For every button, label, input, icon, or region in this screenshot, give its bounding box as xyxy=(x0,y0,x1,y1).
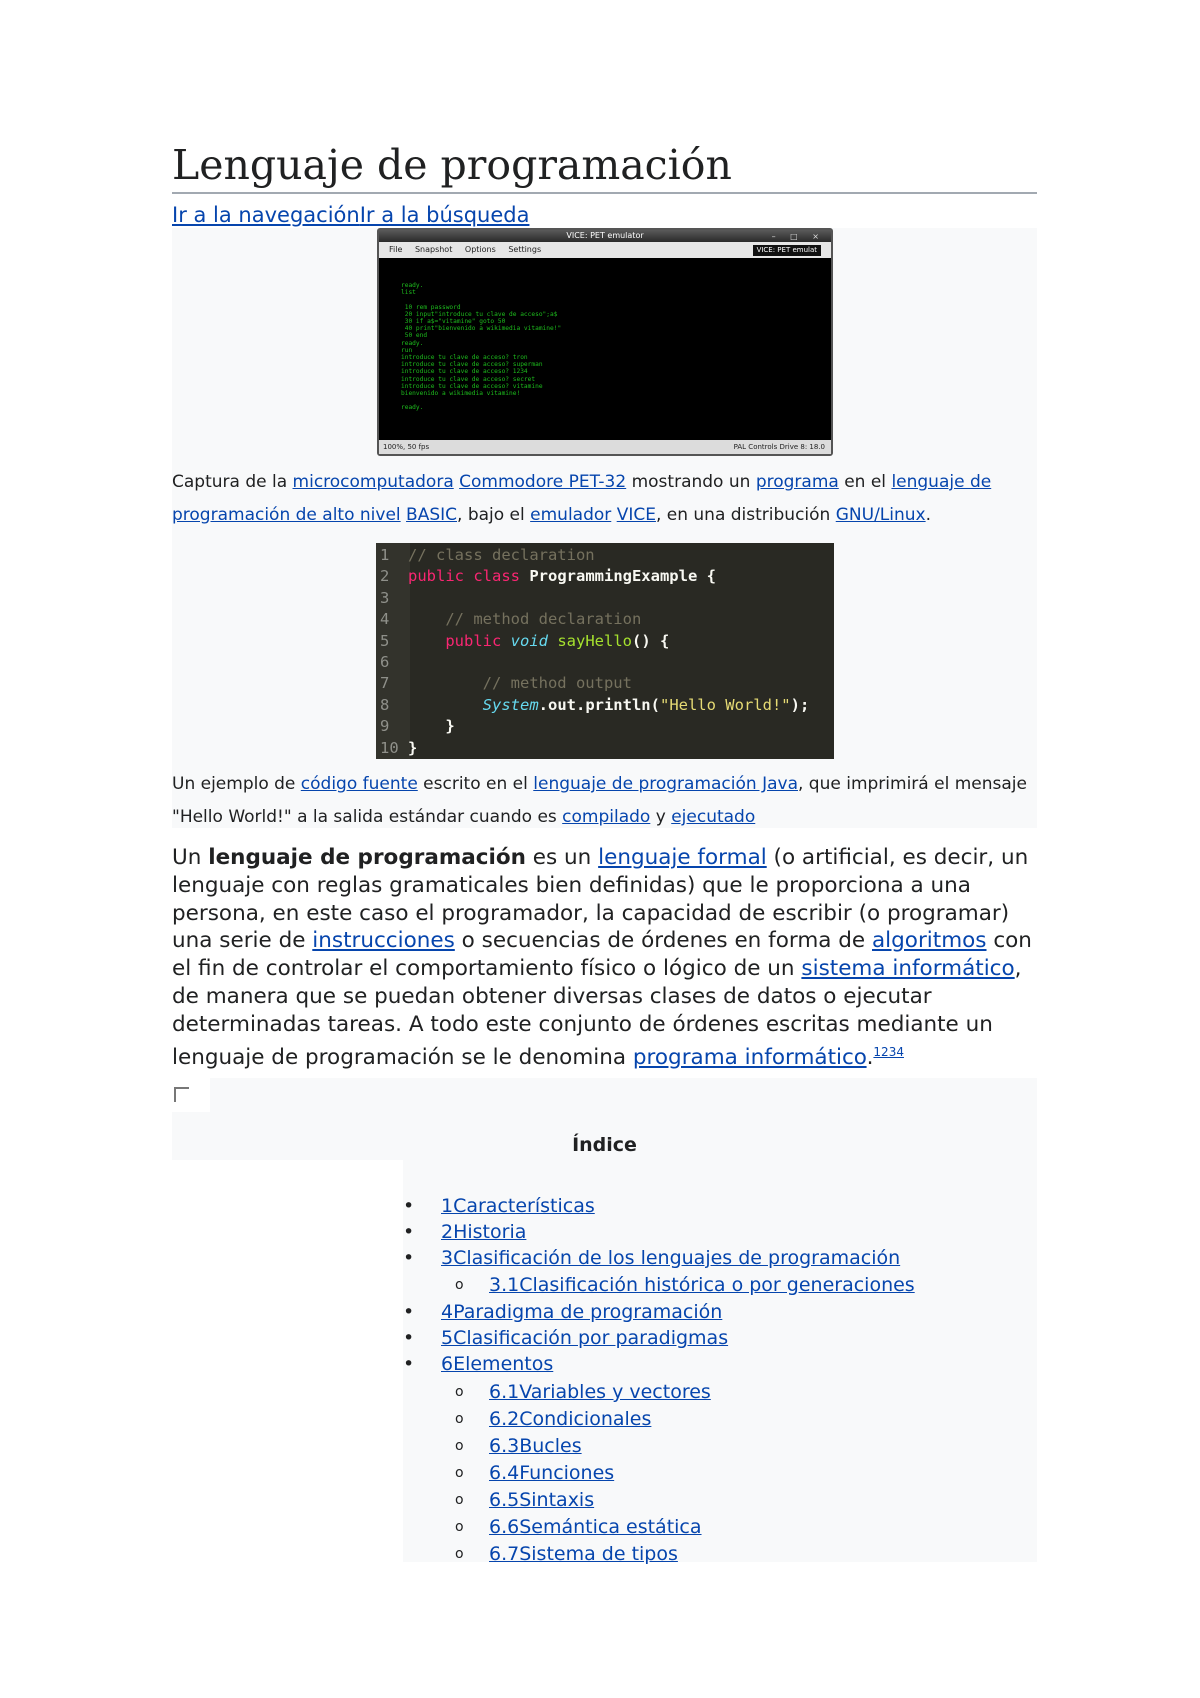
bullet-icon: • xyxy=(403,1301,415,1323)
emulator-screen-line: 30 if a$="vitamine" goto 50 xyxy=(401,318,506,326)
emulator-screen-line xyxy=(401,397,831,404)
code-text: } xyxy=(408,738,418,757)
code-line xyxy=(376,652,408,672)
toc-item[interactable] xyxy=(403,1246,901,1270)
code-keyword: public xyxy=(408,631,511,650)
emulator-menu-file: File xyxy=(389,245,403,254)
toc-link[interactable]: 6.3Bucles xyxy=(489,1435,582,1457)
toc-item[interactable] xyxy=(455,1407,652,1431)
emulator-screen-line: 20 input"introduce tu clave de acceso";a$ xyxy=(401,310,558,318)
caption-text: escrito en el xyxy=(417,774,534,794)
caption-text: , en una distribución xyxy=(655,505,836,525)
toc-item[interactable] xyxy=(455,1380,711,1404)
link-microcomputadora[interactable]: microcomputadora xyxy=(292,472,454,492)
toc-item[interactable] xyxy=(455,1434,582,1458)
circle-bullet-icon: o xyxy=(455,1277,464,1293)
code-identifier: ProgrammingExample { xyxy=(529,567,716,586)
java-code-image xyxy=(376,543,834,759)
emulator-screen-line: introduce tu clave de acceso? tron xyxy=(401,354,528,362)
paragraph-text: , de manera que se puedan obtener diversas clases de datos o ejecutar determinadas tareas. A todo este conjunto de órdenes escritas mediante un lenguaje de programación se le denomina xyxy=(172,956,1022,1070)
code-line xyxy=(376,673,632,693)
emulator-menu-snapshot: Snapshot xyxy=(414,245,453,254)
emulator-screen-line: ready. xyxy=(401,282,424,289)
code-comment: // method declaration xyxy=(408,610,642,629)
emulator-screen-line xyxy=(401,296,831,303)
window-control-icons: – □ × xyxy=(771,232,825,241)
emulator-screen-line: 40 print"bienvenido a wikimedia vitamine!" xyxy=(401,325,562,333)
link-commodore-pet[interactable]: Commodore PET-32 xyxy=(459,472,627,492)
toc-margin xyxy=(172,1160,403,1562)
intro-paragraph xyxy=(172,844,1037,1072)
emulator-statusbar xyxy=(379,440,831,454)
toc-link[interactable]: 3.1Clasificación histórica o por generaciones xyxy=(489,1274,915,1296)
page-title: Lenguaje de programación xyxy=(172,138,1037,194)
emulator-status-right: PAL Controls Drive 8: 18.0 xyxy=(733,443,825,451)
emulator-screen-line: introduce tu clave de acceso? superman xyxy=(401,361,543,369)
paragraph-text: (o artificial, es decir, un lenguaje con reglas gramaticales bien definidas) que le proporciona a una persona, en este caso el programador, la capacidad de escribir (o programar) una serie de xyxy=(172,845,1029,954)
bullet-icon: • xyxy=(403,1327,415,1349)
emulator-menubar xyxy=(379,242,831,258)
emulator-menu-options: Options xyxy=(464,245,496,254)
circle-bullet-icon: o xyxy=(455,1519,464,1535)
reference-links[interactable]: 1234 xyxy=(873,1044,904,1059)
toc-link[interactable]: 6.5Sintaxis xyxy=(489,1489,595,1511)
link-emulador[interactable]: emulador xyxy=(530,505,612,525)
toc-item[interactable] xyxy=(455,1273,915,1297)
toc-item[interactable] xyxy=(455,1461,615,1485)
code-text: ); xyxy=(790,695,810,714)
paragraph-text: Un xyxy=(172,845,209,870)
emulator-screen-line: bienvenido a wikimedia vitamine! xyxy=(401,390,521,398)
code-line-number: 7 xyxy=(380,674,390,693)
code-type: System xyxy=(408,695,539,714)
code-type: void xyxy=(510,631,558,650)
emulator-screen-line: 10 rem password xyxy=(401,303,461,311)
figure-caption xyxy=(172,466,1032,532)
circle-bullet-icon: o xyxy=(455,1546,464,1562)
link-lenguaje-alto-nivel[interactable]: lenguaje de programación de alto nivel xyxy=(172,472,992,525)
link-compilado[interactable]: compilado xyxy=(562,807,651,827)
code-line xyxy=(376,738,417,758)
code-string: "Hello World!" xyxy=(659,695,791,714)
toc-item[interactable] xyxy=(403,1326,729,1350)
toc-link[interactable]: 6.1Variables y vectores xyxy=(489,1381,711,1403)
code-comment: // class declaration xyxy=(408,546,595,564)
toc-item[interactable] xyxy=(455,1488,595,1512)
code-line xyxy=(376,631,669,651)
code-line xyxy=(376,695,809,715)
toc-link[interactable]: 2Historia xyxy=(441,1221,527,1243)
emulator-screen-line: 50 end xyxy=(401,332,428,340)
figure-caption xyxy=(172,768,1032,834)
code-line-number: 4 xyxy=(380,610,390,629)
toc-item[interactable] xyxy=(455,1542,678,1566)
bullet-icon: • xyxy=(403,1195,415,1217)
code-line-number: 8 xyxy=(380,695,390,714)
link-programa-informatico[interactable]: programa informático xyxy=(632,1044,867,1070)
emulator-window-title: VICE: PET emulator xyxy=(566,231,644,240)
toc-link[interactable]: 5Clasificación por paradigmas xyxy=(441,1327,729,1349)
caption-text: Captura de la xyxy=(172,472,293,492)
emulator-screenshot-image xyxy=(377,228,833,456)
code-line-number: 1 xyxy=(380,546,390,564)
code-line-number: 10 xyxy=(380,738,399,757)
code-text: .out.println( xyxy=(538,695,660,714)
toc-link[interactable]: 1Características xyxy=(441,1195,595,1217)
code-line xyxy=(376,566,716,586)
toc-item[interactable] xyxy=(403,1352,554,1376)
caption-text: mostrando un xyxy=(626,472,756,492)
emulator-window-titlebar xyxy=(379,230,831,242)
link-vice[interactable]: VICE xyxy=(616,505,656,525)
link-sistema-informatico[interactable]: sistema informático xyxy=(801,956,1015,982)
toc-link[interactable]: 6.6Semántica estática xyxy=(489,1516,702,1538)
link-instrucciones[interactable]: instrucciones xyxy=(312,928,455,954)
link-algoritmos[interactable]: algoritmos xyxy=(872,928,987,954)
toc-item[interactable] xyxy=(403,1300,723,1324)
bullet-icon: • xyxy=(403,1247,415,1269)
circle-bullet-icon: o xyxy=(455,1411,464,1427)
caption-text: Un ejemplo de xyxy=(172,774,301,794)
toc-link[interactable]: 3Clasificación de los lenguajes de programación xyxy=(441,1247,901,1269)
code-function: sayHello xyxy=(557,631,632,650)
link-gnu-linux[interactable]: GNU/Linux xyxy=(835,505,926,525)
circle-bullet-icon: o xyxy=(455,1465,464,1481)
code-line-number: 3 xyxy=(380,588,390,607)
jump-to-search-link[interactable]: Ir a la búsqueda xyxy=(359,203,530,227)
link-lenguaje-formal[interactable]: lenguaje formal xyxy=(598,845,767,870)
emulator-screen-line: introduce tu clave de acceso? 1234 xyxy=(401,368,528,376)
paragraph-text: o secuencias de órdenes en forma de xyxy=(454,928,872,954)
paragraph-text: . xyxy=(866,1044,874,1070)
code-line xyxy=(376,716,455,736)
bold-term: lenguaje de programación xyxy=(208,845,526,870)
link-codigo-fuente[interactable]: código fuente xyxy=(300,774,418,794)
link-lenguaje-java[interactable]: lenguaje de programación Java xyxy=(533,774,798,794)
caption-text: , que imprimirá el mensaje "Hello World!" a la salida estándar cuando es xyxy=(172,774,1027,827)
code-text: () { xyxy=(631,631,670,650)
emulator-screen xyxy=(379,258,831,440)
code-line-number: 6 xyxy=(380,653,390,671)
code-line xyxy=(376,588,408,608)
emulator-screen-line: run xyxy=(401,346,413,354)
circle-bullet-icon: o xyxy=(455,1438,464,1454)
bullet-icon: • xyxy=(403,1353,415,1375)
emulator-screen-line: list xyxy=(401,289,416,297)
emulator-status-left: 100%, 50 fps xyxy=(383,443,430,451)
toc-link[interactable]: 6.4Funciones xyxy=(489,1462,615,1484)
emulator-screen-line: ready. xyxy=(401,404,424,412)
bullet-icon: • xyxy=(403,1221,415,1243)
paragraph-text: con el fin de controlar el comportamiento físico o lógico de un xyxy=(172,928,1032,982)
toc-link[interactable]: 6Elementos xyxy=(441,1353,554,1375)
jump-to-navigation-link[interactable]: Ir a la navegación xyxy=(172,203,360,227)
emulator-screen-line: introduce tu clave de acceso? secret xyxy=(401,375,536,383)
code-text: } xyxy=(408,717,455,736)
code-line xyxy=(376,545,595,565)
jump-links xyxy=(172,202,529,228)
toc-item[interactable] xyxy=(403,1220,527,1244)
link-programa[interactable]: programa xyxy=(755,472,839,492)
code-line-number: 2 xyxy=(380,567,390,586)
paragraph-text: es un xyxy=(525,845,599,870)
caption-text: y xyxy=(650,807,672,827)
caption-text: en el xyxy=(838,472,892,492)
emulator-screen-line: introduce tu clave de acceso? vitamine xyxy=(401,382,543,390)
circle-bullet-icon: o xyxy=(455,1492,464,1508)
emulator-badge: VICE: PET emulat xyxy=(753,245,821,256)
circle-bullet-icon: o xyxy=(455,1384,464,1400)
code-comment: // method output xyxy=(408,674,632,693)
emulator-menu-settings: Settings xyxy=(508,245,542,254)
toc-link[interactable]: 6.2Condicionales xyxy=(489,1408,652,1430)
code-keyword: public class xyxy=(408,567,530,586)
caption-text: . xyxy=(925,505,932,525)
code-line xyxy=(376,609,641,629)
link-ejecutado[interactable]: ejecutado xyxy=(671,807,756,827)
toc-title: Índice xyxy=(572,1134,637,1156)
code-line-number: 9 xyxy=(380,717,390,736)
toc-link[interactable]: 6.7Sistema de tipos xyxy=(489,1543,678,1565)
toc-link[interactable]: 4Paradigma de programación xyxy=(441,1301,723,1323)
emulator-screen-line: ready. xyxy=(401,339,424,347)
code-line-number: 5 xyxy=(380,631,390,650)
toc-toggle-checkbox-icon[interactable] xyxy=(174,1087,189,1102)
link-basic[interactable]: BASIC xyxy=(406,505,458,525)
caption-text: , bajo el xyxy=(457,505,531,525)
toc-item[interactable] xyxy=(455,1515,702,1539)
toc-item[interactable] xyxy=(403,1194,595,1218)
